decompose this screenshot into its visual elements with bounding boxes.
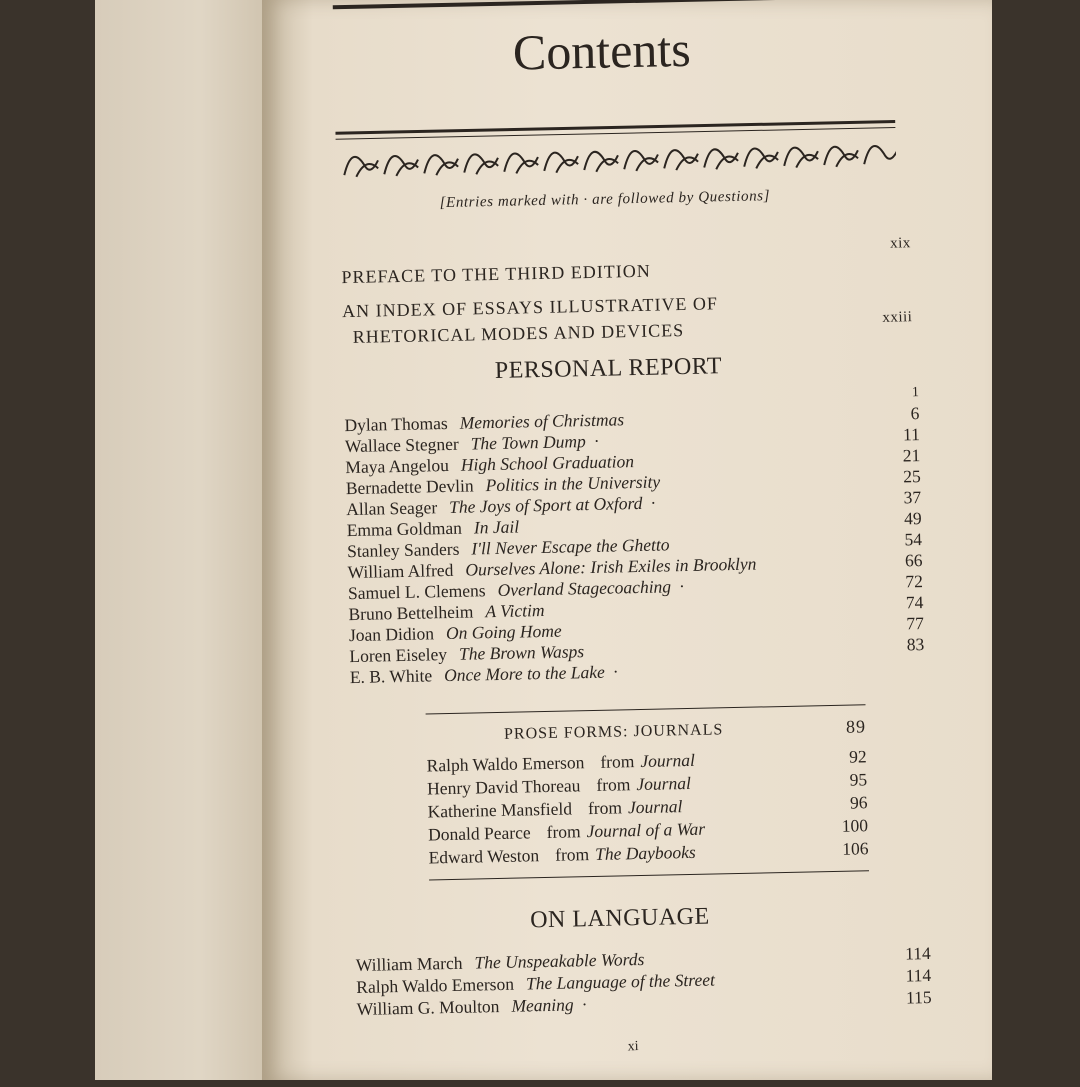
entry-page: 74 <box>906 592 924 613</box>
entry-title: I'll Never Escape the Ghetto <box>471 534 670 558</box>
entry-author: Loren Eiseley <box>349 644 447 666</box>
front-matter-preface[interactable] <box>341 255 911 288</box>
front-matter-label: PREFACE TO THE THIRD EDITION <box>341 261 651 287</box>
entry-page: 83 <box>907 634 925 655</box>
questions-note: [Entries marked with · are followed by Questions] <box>255 184 955 216</box>
entry-title: Meaning <box>511 994 574 1015</box>
entry-title: Memories of Christmas <box>460 409 625 432</box>
entry-title: The Language of the Street <box>526 969 715 993</box>
front-matter-page: xix <box>890 235 911 252</box>
entry-page: 21 <box>903 445 921 466</box>
entry-author: Edward Weston <box>428 845 539 867</box>
entry-page: 49 <box>904 508 922 529</box>
entry-from: from <box>600 751 634 772</box>
entry-author: Henry David Thoreau <box>427 775 581 798</box>
entry-title: The Town Dump <box>470 431 585 453</box>
journals-top-rule <box>426 704 866 714</box>
entry-author: Emma Goldman <box>347 518 463 540</box>
entry-from: from <box>596 774 630 795</box>
entry-title: On Going Home <box>446 621 562 643</box>
entry-page: 37 <box>903 487 921 508</box>
entry-author: Samuel L. Clemens <box>348 580 486 603</box>
questions-marker: · <box>679 576 685 596</box>
entry-page: 54 <box>904 529 922 550</box>
entry-title: The Brown Wasps <box>459 641 585 664</box>
entry-page: 77 <box>906 613 924 634</box>
entry-author: William G. Moulton <box>357 996 500 1019</box>
entry-title: Journal <box>636 773 691 794</box>
entry-title: In Jail <box>474 516 520 537</box>
page-number: xi <box>627 1039 638 1055</box>
entry-title: Journal <box>628 796 683 817</box>
entry-title: Journal <box>640 750 695 771</box>
entry-page: 72 <box>905 571 923 592</box>
questions-marker: · <box>581 994 587 1014</box>
journals-heading-row[interactable] <box>504 718 866 744</box>
questions-marker: · <box>613 661 619 681</box>
entry-title: The Daybooks <box>595 842 696 864</box>
entry-author: Katherine Mansfield <box>427 798 572 821</box>
entry-title: Politics in the University <box>485 472 660 496</box>
entry-author: Joan Didion <box>349 623 434 645</box>
entry-title: Overland Stagecoaching <box>497 576 671 600</box>
entry-title: The Unspeakable Words <box>474 949 644 973</box>
journals-page: 89 <box>846 716 866 737</box>
entry-title: A Victim <box>485 600 545 621</box>
entry-page: 25 <box>903 466 921 487</box>
front-matter-page: xxiii <box>882 309 912 327</box>
entry-title: Ourselves Alone: Irish Exiles in Brooklyn <box>465 554 756 580</box>
entry-author: Ralph Waldo Emerson <box>426 752 584 775</box>
entry-author: William Alfred <box>347 560 453 582</box>
entry-author: Allan Seager <box>346 497 437 519</box>
entry-author: Maya Angelou <box>345 455 449 477</box>
front-matter-label: RHETORICAL MODES AND DEVICES <box>352 320 684 347</box>
entry-author: Wallace Stegner <box>345 434 459 456</box>
page-title: Contents <box>251 14 952 87</box>
entry-author: Bernadette Devlin <box>346 475 474 498</box>
section-on-language: ON LANGUAGE <box>270 898 970 940</box>
entry-page: 100 <box>842 815 869 837</box>
book-page <box>262 0 992 1080</box>
entry-title: High School Graduation <box>461 451 634 475</box>
front-matter-label: AN INDEX OF ESSAYS ILLUSTRATIVE OF <box>342 293 718 321</box>
questions-marker: · <box>594 431 600 451</box>
entry-page: 11 <box>903 424 920 445</box>
top-rule <box>333 0 813 9</box>
entry-page: 66 <box>905 550 923 571</box>
entry-author: Donald Pearce <box>428 822 531 844</box>
entry-page: 114 <box>905 943 931 965</box>
entry-title: Once More to the Lake <box>444 662 605 685</box>
entry-author: Stanley Sanders <box>347 539 460 561</box>
journals-heading: PROSE FORMS: JOURNALS <box>504 721 724 743</box>
entry-page: 115 <box>906 987 932 1009</box>
entry-author: William March <box>356 953 463 975</box>
journals-bottom-rule <box>429 870 869 880</box>
questions-marker: · <box>650 493 656 513</box>
entry-author: Bruno Bettelheim <box>348 601 473 624</box>
page-content <box>251 0 1003 1087</box>
entry-title: Journal of a War <box>586 819 705 841</box>
entry-page: 114 <box>905 965 931 987</box>
entry-from: from <box>546 821 580 842</box>
entry-title: The Joys of Sport at Oxford <box>449 493 643 517</box>
entry-author: Ralph Waldo Emerson <box>356 974 514 997</box>
entry-page: 106 <box>842 838 869 860</box>
entry-from: from <box>588 797 622 818</box>
facing-page <box>95 0 270 1080</box>
entry-from: from <box>555 844 589 865</box>
entry-page: 1 <box>912 385 919 401</box>
ornament-border <box>335 116 896 188</box>
entry-page: 6 <box>910 403 919 424</box>
entry-page: 95 <box>849 769 867 790</box>
entry-page: 96 <box>850 792 868 813</box>
section-personal-report: PERSONAL REPORT <box>258 348 958 390</box>
entry-author: E. B. White <box>350 665 433 687</box>
entry-page: 92 <box>849 746 867 767</box>
entry-author: Dylan Thomas <box>344 413 448 435</box>
